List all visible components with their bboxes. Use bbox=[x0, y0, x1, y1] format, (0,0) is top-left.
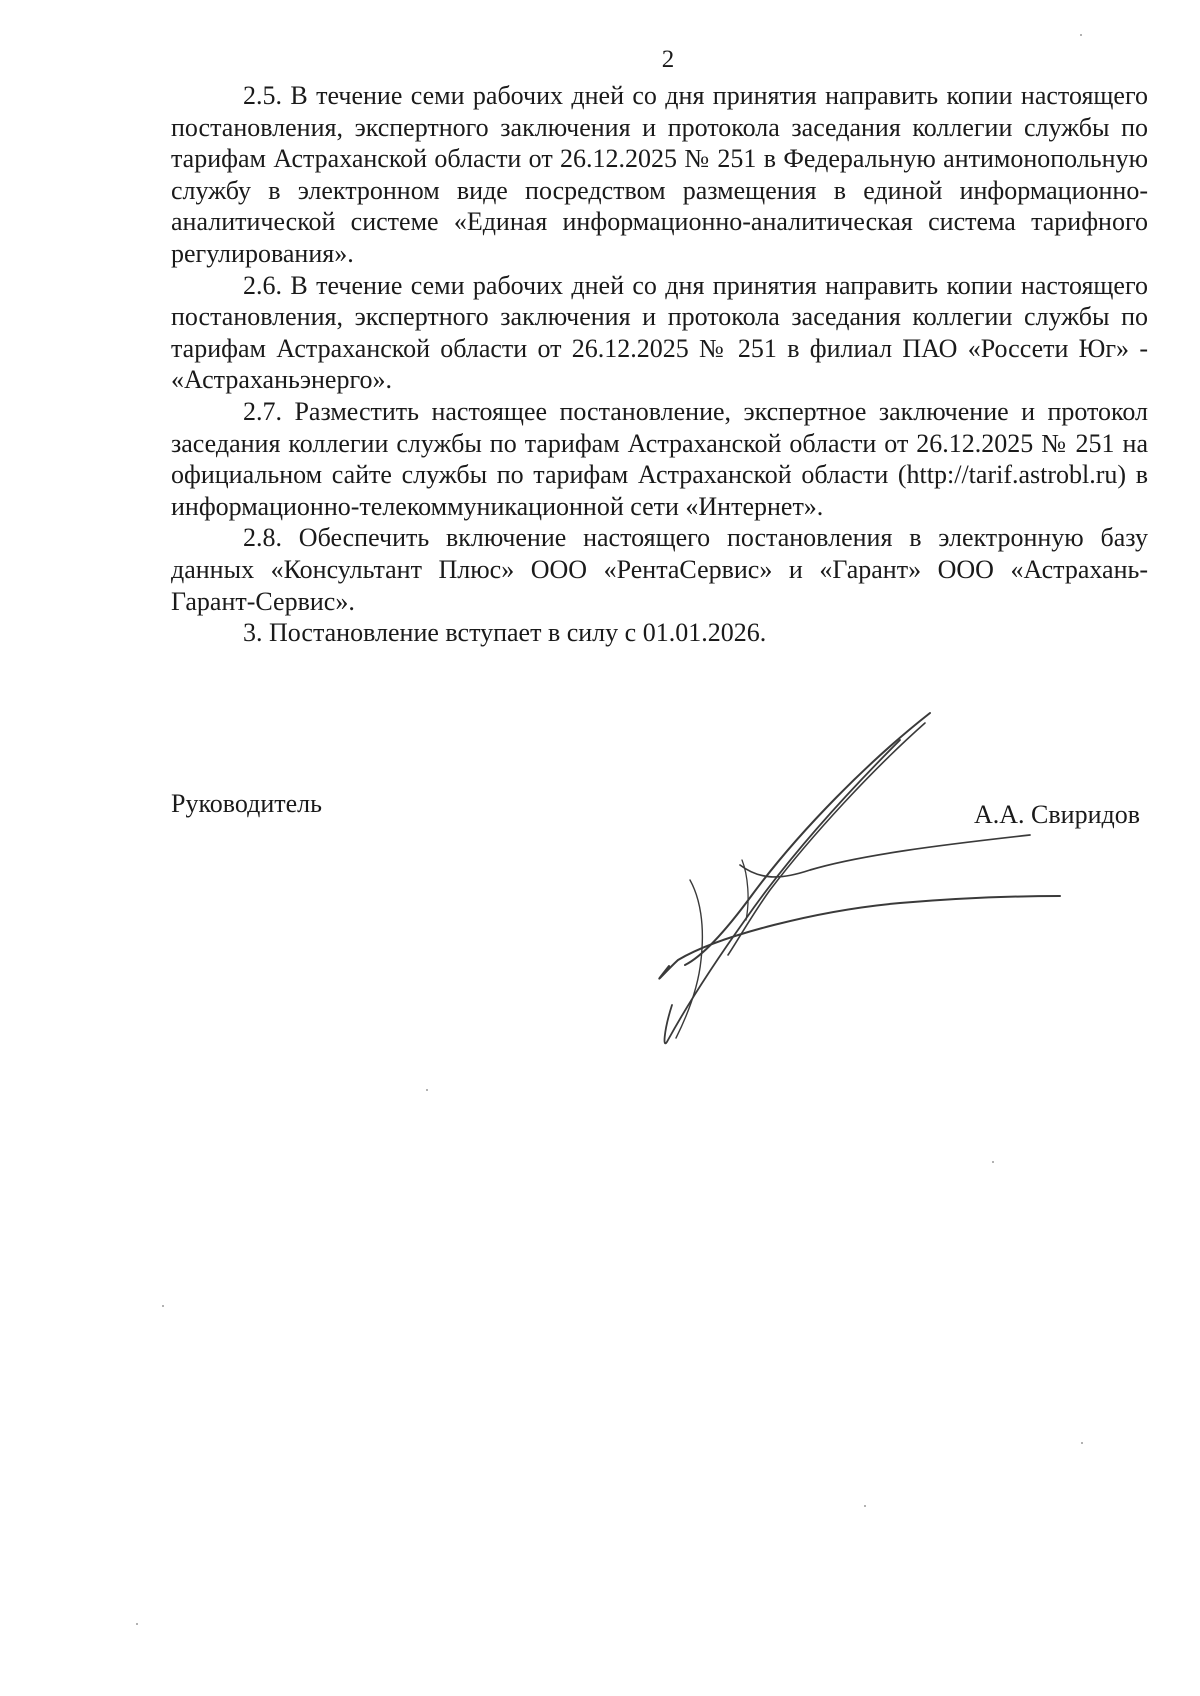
paragraph-2-8: 2.8. Обеспечить включение настоящего постановления в электронную базу данных «Консультант Плюс» ООО «РентаСервис» и «Гарант» ООО «Астрахань-Гарант-Сервис». bbox=[171, 523, 1148, 616]
scan-speck bbox=[1080, 34, 1082, 36]
paragraph-2-6: 2.6. В течение семи рабочих дней со дня принятия направить копии настоящего постановления, экспертного заключения и протокола заседания коллегии службы по тарифам Астраханской области от 26.12.2025 № 251 в филиал ПАО «Россети Юг» - «Астраханьэнерго». bbox=[171, 270, 1148, 395]
scan-speck bbox=[136, 1623, 138, 1625]
scan-speck bbox=[426, 1089, 428, 1091]
scan-speck bbox=[992, 1161, 994, 1163]
paragraph-2-7: 2.7. Разместить настоящее постановление, экспертное заключение и протокол заседания коллегии службы по тарифам Астраханской области от 26.12.2025 № 251 на официальном сайте службы по тарифам Астраханской области (http://tarif.astrobl.ru) в информационно-телекоммуникационной сети «Интернет». bbox=[171, 396, 1148, 521]
signer-position: Руководитель bbox=[171, 789, 322, 818]
page-number: 2 bbox=[661, 46, 675, 73]
document-body bbox=[171, 80, 1148, 649]
signer-name: А.А. Свиридов bbox=[973, 800, 1140, 829]
scan-speck bbox=[864, 1505, 866, 1507]
paragraph-3: 3. Постановление вступает в силу с 01.01.2026. bbox=[243, 618, 767, 648]
paragraph-2-5: 2.5. В течение семи рабочих дней со дня принятия направить копии настоящего постановления, экспертного заключения и протокола заседания коллегии службы по тарифам Астраханской области от 26.12.2025 № 251 в Федеральную антимонопольную службу в электронном виде посредством размещения в единой информационно-аналитической системе «Единая информационно-аналитическая система тарифного регулирования». bbox=[171, 81, 1148, 268]
scan-speck bbox=[162, 1305, 164, 1307]
scan-speck bbox=[1081, 1442, 1083, 1444]
